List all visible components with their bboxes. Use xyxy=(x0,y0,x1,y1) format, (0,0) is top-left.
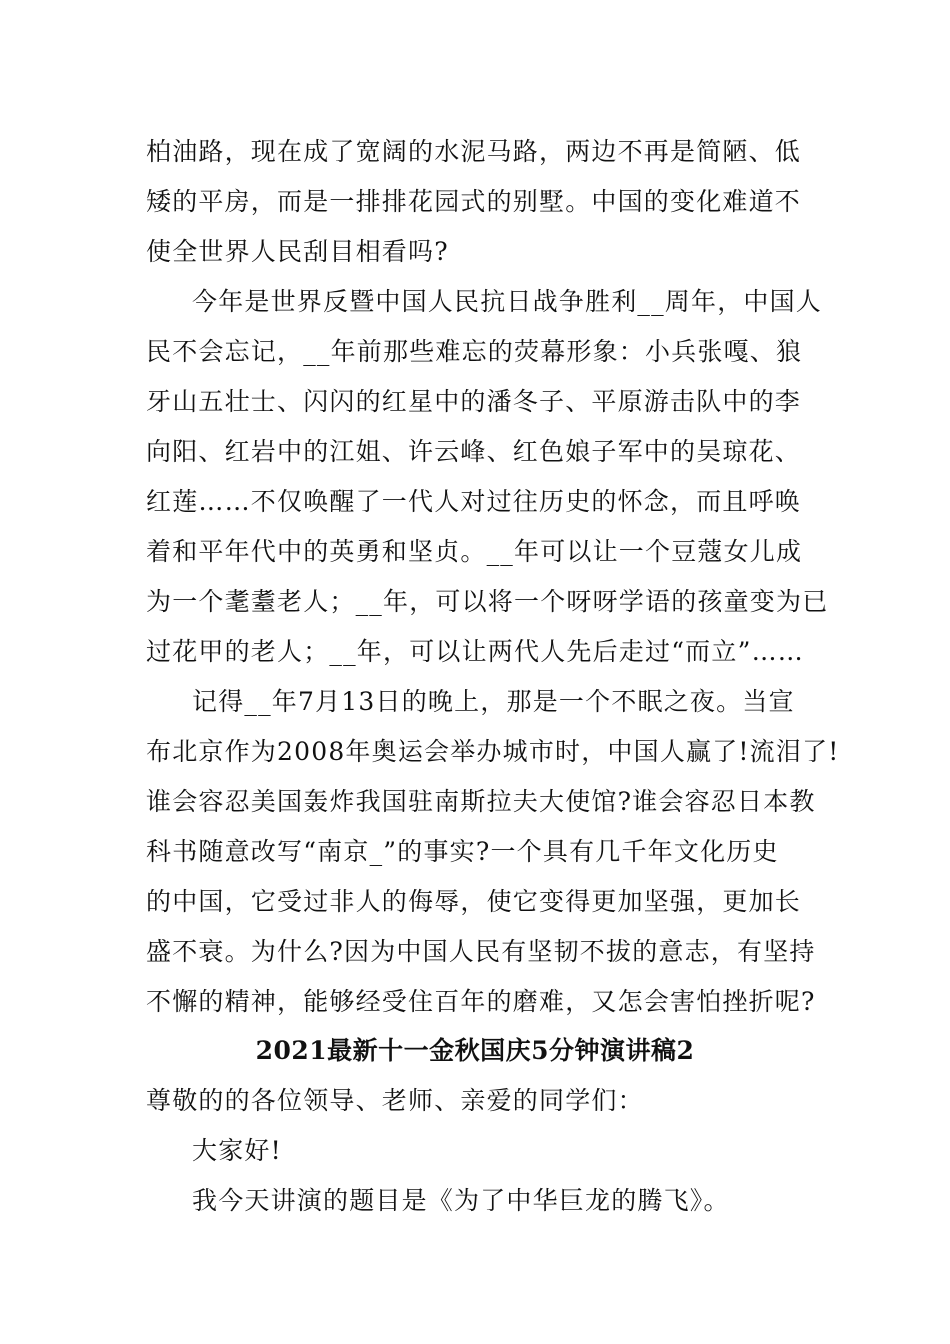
paragraph-line: 布北京作为2008年奥运会举办城市时，中国人赢了!流泪了! xyxy=(146,737,840,766)
paragraph-line: 为一个耄耋老人；__年，可以将一个呀呀学语的孩童变为已 xyxy=(146,587,829,616)
paragraph-line: 我今天讲演的题目是《为了中华巨龙的腾飞》。 xyxy=(192,1186,730,1215)
paragraph-line: 红莲……不仅唤醒了一代人对过往历史的怀念，而且呼唤 xyxy=(146,487,802,516)
paragraph-line: 今年是世界反暨中国人民抗日战争胜利__周年，中国人 xyxy=(192,287,823,316)
paragraph-line: 牙山五壮士、闪闪的红星中的潘冬子、平原游击队中的李 xyxy=(146,387,802,416)
paragraph-line: 不懈的精神，能够经受住百年的磨难，又怎会害怕挫折呢? xyxy=(146,987,816,1016)
paragraph-line: 过花甲的老人；__年，可以让两代人先后走过“而立”…… xyxy=(146,637,804,666)
paragraph-line: 向阳、红岩中的江姐、许云峰、红色娘子军中的吴琼花、 xyxy=(146,437,802,466)
paragraph-line: 柏油路，现在成了宽阔的水泥马路，两边不再是简陋、低 xyxy=(146,137,802,166)
paragraph-line: 科书随意改写“南京_”的事实?一个具有几千年文化历史 xyxy=(146,837,779,866)
paragraph-line: 着和平年代中的英勇和坚贞。__年可以让一个豆蔻女儿成 xyxy=(146,537,803,566)
greeting-line: 大家好! xyxy=(192,1136,282,1165)
paragraph-line: 盛不衰。为什么?因为中国人民有坚韧不拔的意志，有坚持 xyxy=(146,937,816,966)
salutation-line: 尊敬的的各位领导、老师、亲爱的同学们： xyxy=(146,1086,644,1115)
section-heading: 2021最新十一金秋国庆5分钟演讲稿2 xyxy=(255,1036,695,1065)
paragraph-line: 记得__年7月13日的晚上，那是一个不眠之夜。当宣 xyxy=(192,687,795,716)
paragraph-line: 的中国，它受过非人的侮辱，使它变得更加坚强，更加长 xyxy=(146,887,802,916)
paragraph-line: 矮的平房，而是一排排花园式的别墅。中国的变化难道不 xyxy=(146,187,802,216)
paragraph-line: 民不会忘记，__年前那些难忘的荧幕形象：小兵张嘎、狼 xyxy=(146,337,803,366)
paragraph-line: 谁会容忍美国轰炸我国驻南斯拉夫大使馆?谁会容忍日本教 xyxy=(146,787,816,816)
paragraph-line: 使全世界人民刮目相看吗? xyxy=(146,237,449,266)
